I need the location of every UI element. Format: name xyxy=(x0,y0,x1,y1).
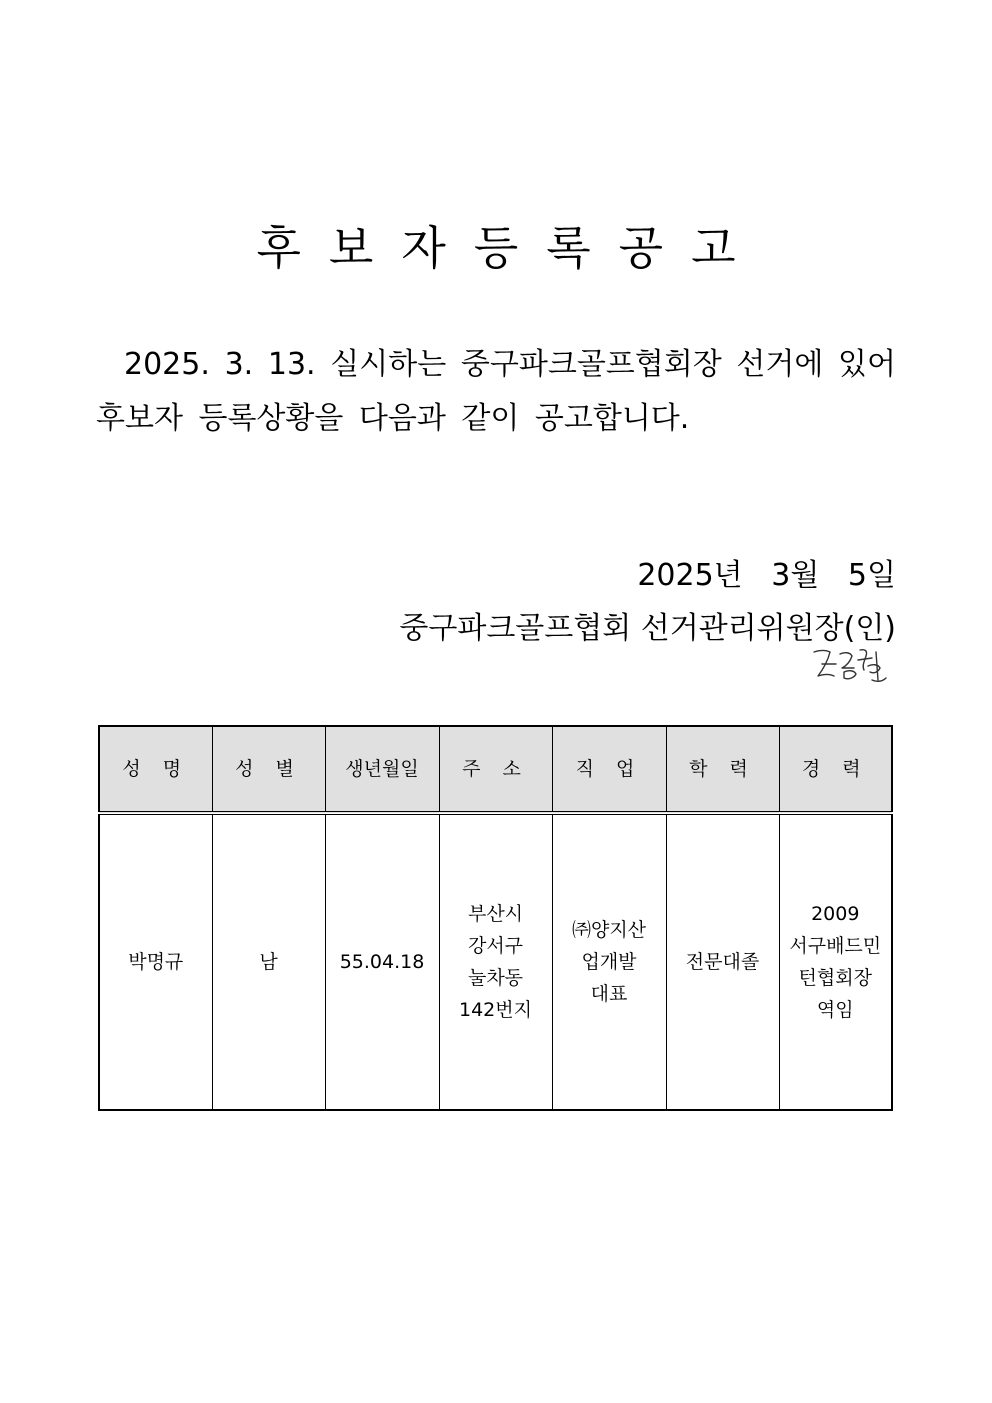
header-address: 주 소 xyxy=(439,726,552,813)
table-row xyxy=(99,813,892,1110)
header-job: 직 업 xyxy=(552,726,666,813)
document-title: 후보자등록공고 xyxy=(256,221,764,275)
header-education: 학 력 xyxy=(666,726,779,813)
cell-education: 전문대졸 xyxy=(666,813,779,1110)
table-header-row xyxy=(99,726,892,813)
announcement-date: 2025년 3월 5일 xyxy=(637,558,896,593)
header-birthdate: 생년월일 xyxy=(325,726,439,813)
header-gender: 성 별 xyxy=(212,726,325,813)
cell-address: 부산시 강서구 눌차동 142번지 xyxy=(439,813,552,1110)
header-name: 성 명 xyxy=(99,726,212,813)
candidate-table xyxy=(98,725,893,1111)
cell-name: 박명규 xyxy=(99,813,212,1110)
issuer-line: 중구파크골프협회 선거관리위원장(인) xyxy=(399,611,896,646)
announcement-line-1: 2025. 3. 13. 실시하는 중구파크골프협회장 선거에 있어 xyxy=(124,347,896,382)
cell-gender: 남 xyxy=(212,813,325,1110)
header-career: 경 력 xyxy=(779,726,892,813)
cell-job: ㈜양지산 업개발 대표 xyxy=(552,813,666,1110)
cell-career: 2009 서구배드민 턴협회장 역임 xyxy=(779,813,892,1110)
announcement-text xyxy=(96,338,896,446)
handwritten-signature xyxy=(806,640,890,688)
announcement-line-2: 후보자 등록상황을 다음과 같이 공고합니다. xyxy=(96,401,690,436)
cell-birthdate: 55.04.18 xyxy=(325,813,439,1110)
